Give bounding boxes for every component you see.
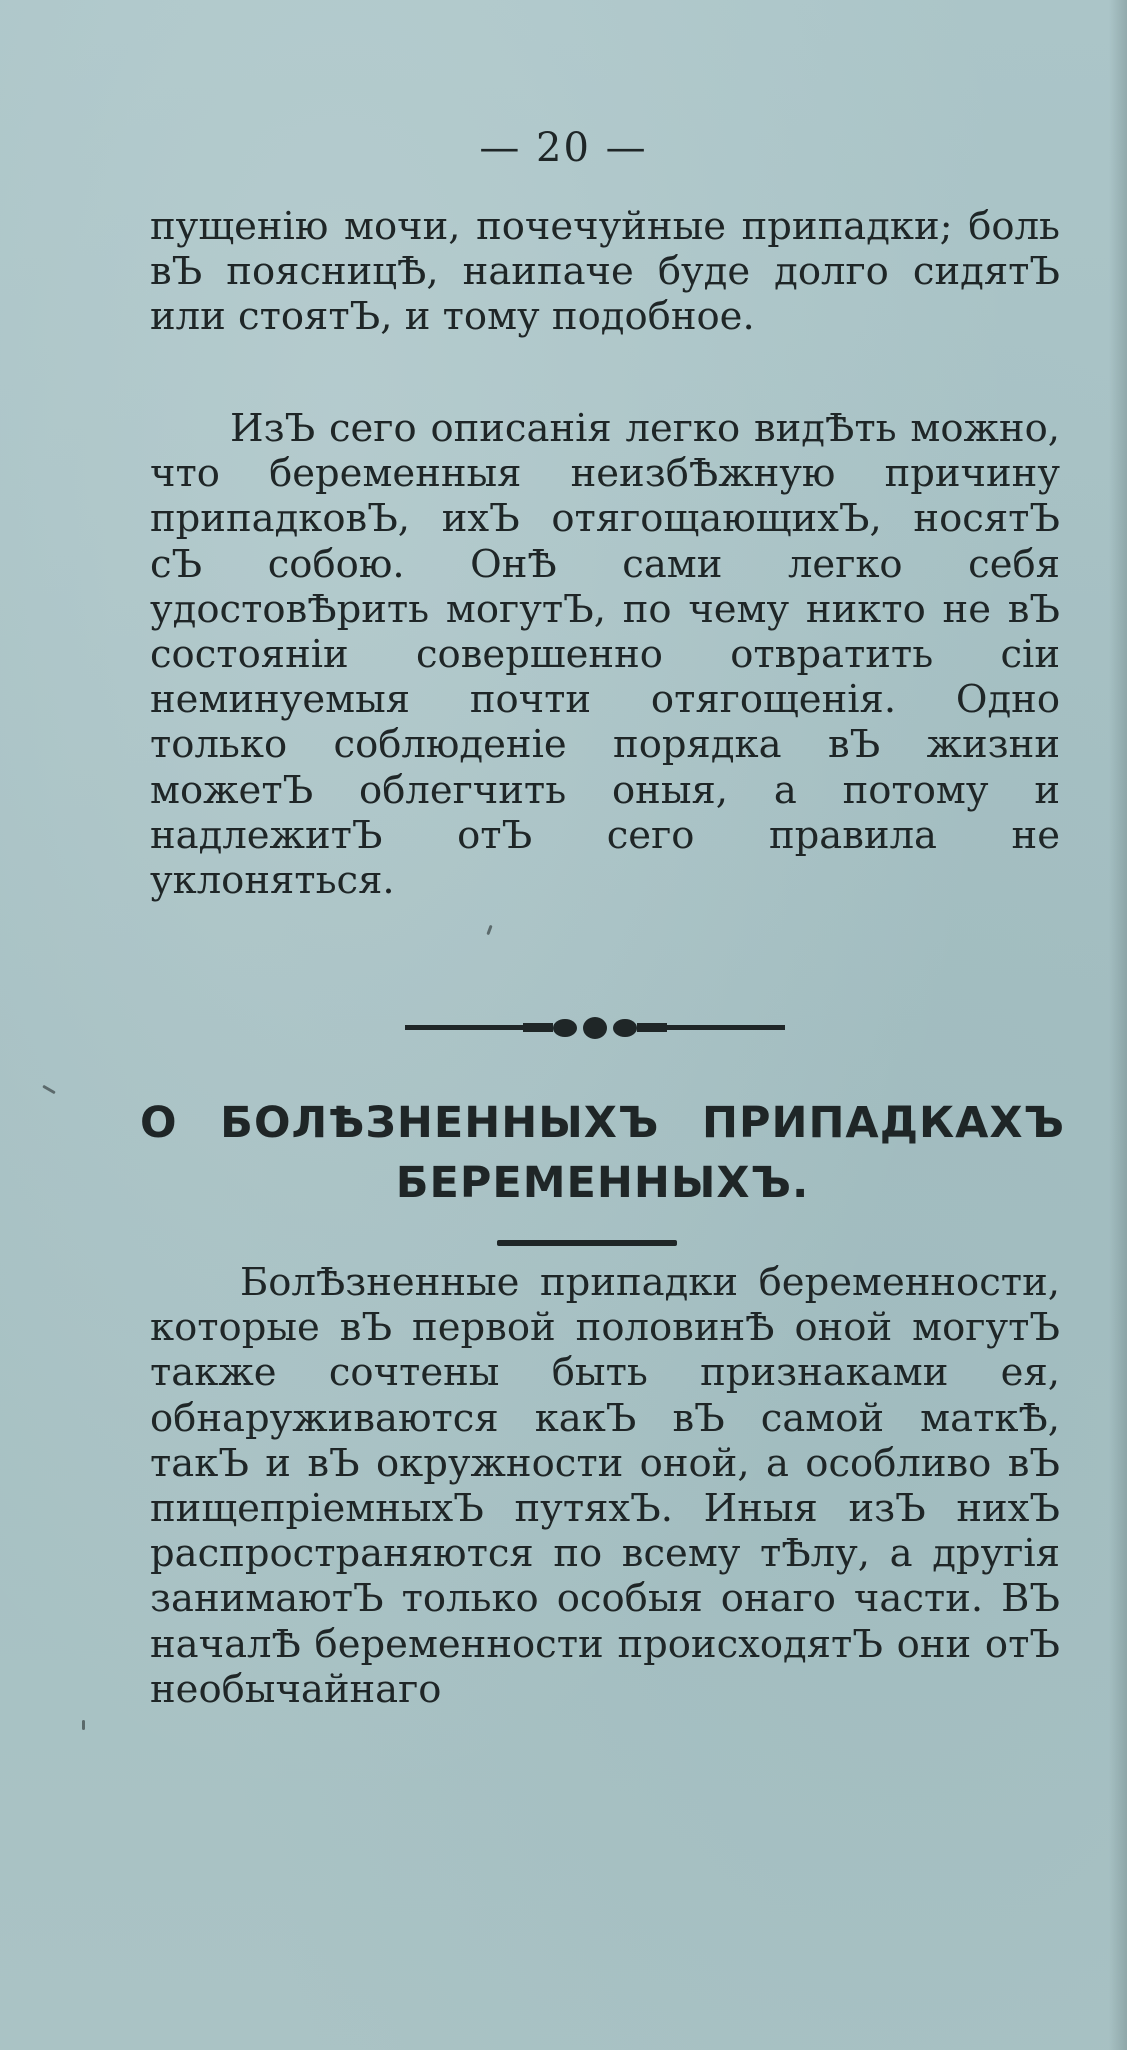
heading-rule bbox=[497, 1240, 677, 1246]
section-heading bbox=[140, 1093, 1065, 1213]
page-edge-shadow bbox=[1109, 0, 1127, 2050]
paragraph-description: ИзЪ сего описанія легко видѢть можно, что беременныя неизбѢжную причину припадковЪ, ихЪ отягощающихЪ, носятЪ сЪ собою. ОнѢ сами легко себя удостовѢрить могутЪ, по чему никто не вЪ состояніи совершенно отвратить сіи неминуемыя почти отягощенія. Одно только соблюденіе порядка вЪ жизни можетЪ облегчить оныя, а потому и надлежитЪ отЪ сего правила не уклоняться. bbox=[150, 406, 1060, 904]
paper-speck bbox=[42, 1085, 56, 1095]
heading-line-1 bbox=[140, 1093, 1065, 1153]
paper-speck bbox=[82, 1720, 85, 1730]
heading-word-3: ПРИПАДКАХЪ bbox=[701, 1098, 1065, 1148]
ornament-divider bbox=[405, 1010, 785, 1046]
paragraph-section-body: БолѢзненные припадки беременности, которые вЪ первой половинѢ оной могутЪ также сочтены быть признаками ея, обнаруживаются какЪ вЪ самой маткѢ, такЪ и вЪ окружности оной, а особливо вЪ пищепріемныхЪ путяхЪ. Иныя изЪ нихЪ распространяются по всему тѢлу, а другія занимаютЪ только особыя онаго части. ВЪ началѢ беременности происходятЪ они отЪ необычайнаго bbox=[150, 1260, 1060, 1712]
page-number: — 20 — bbox=[479, 125, 648, 171]
heading-word-1: О bbox=[140, 1098, 178, 1148]
paragraph-continuation: пущенію мочи, почечуйные припадки; боль вЪ поясницѢ, наипаче буде долго сидятЪ или стоятЪ, и тому подобное. bbox=[150, 204, 1060, 340]
heading-line-2: БЕРЕМЕННЫХЪ. bbox=[395, 1158, 810, 1208]
paper-speck bbox=[486, 925, 492, 935]
heading-word-2: БОЛѢЗНЕННЫХЪ bbox=[220, 1098, 660, 1148]
